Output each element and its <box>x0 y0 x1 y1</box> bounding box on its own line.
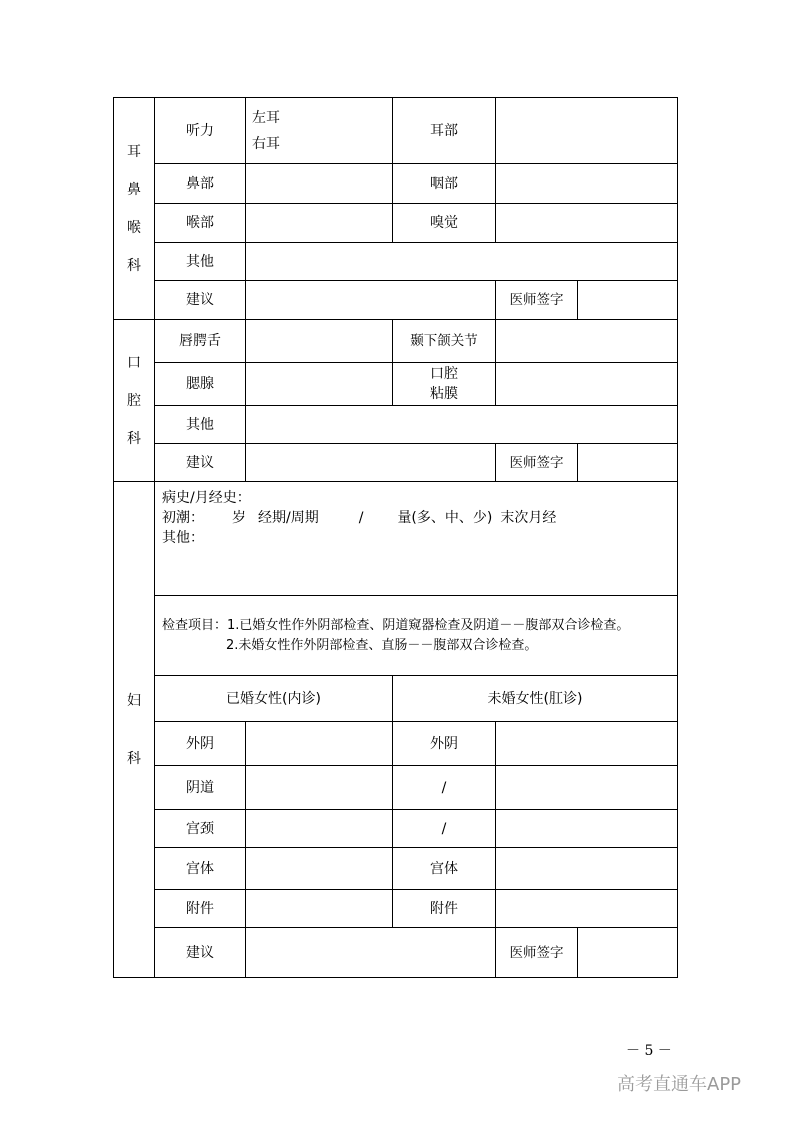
unmarried-vagina-cell[interactable] <box>496 766 678 810</box>
exam-items-cell <box>155 596 678 676</box>
unmarried-adnexa-cell[interactable] <box>496 890 678 928</box>
unmarried-uterus-label: 宫体 <box>393 848 496 890</box>
smell-label: 嗅觉 <box>393 204 496 243</box>
throat-label: 喉部 <box>155 204 246 243</box>
mucosa-label: 口腔 粘膜 <box>393 363 496 406</box>
unmarried-header: 未婚女性(肛诊) <box>393 676 678 722</box>
ent-other-label: 其他 <box>155 243 246 281</box>
hearing-ears-cell[interactable] <box>246 98 393 164</box>
oral-doctor-sign-cell[interactable] <box>578 444 678 482</box>
unmarried-adnexa-label: 附件 <box>393 890 496 928</box>
gland-label: 腮腺 <box>155 363 246 406</box>
smell-value-cell[interactable] <box>496 204 678 243</box>
married-cervix-cell[interactable] <box>246 810 393 848</box>
ear-value-cell[interactable] <box>496 98 678 164</box>
gyn-doctor-sign-label: 医师签字 <box>496 928 578 978</box>
tmj-label: 颞下颌关节 <box>393 320 496 363</box>
gyn-history-cell[interactable] <box>155 482 678 596</box>
tmj-value-cell[interactable] <box>496 320 678 363</box>
married-vagina-cell[interactable] <box>246 766 393 810</box>
hearing-label: 听力 <box>155 98 246 164</box>
right-ear-label: 右耳 <box>252 135 280 152</box>
left-ear-label: 左耳 <box>252 109 280 126</box>
exam-item-1: 1.已婚女性作外阴部检查、阴道窥器检查及阴道－－腹部双合诊检查。 <box>227 617 630 633</box>
ent-section-label: 耳 鼻 喉 科 <box>114 98 155 320</box>
watermark: 高考直通车APP <box>617 1074 742 1095</box>
unmarried-vulva-label: 外阴 <box>393 722 496 766</box>
history-title: 病史/月经史： <box>162 490 251 506</box>
throat-value-cell[interactable] <box>246 204 393 243</box>
mucosa-value-cell[interactable] <box>496 363 678 406</box>
other-history: 其他： <box>162 530 204 546</box>
married-header: 已婚女性(内诊) <box>155 676 393 722</box>
married-vulva-label: 外阴 <box>155 722 246 766</box>
ent-other-value-cell[interactable] <box>246 243 678 281</box>
oral-other-value-cell[interactable] <box>246 406 678 444</box>
married-vulva-cell[interactable] <box>246 722 393 766</box>
ent-doctor-sign-label: 医师签字 <box>496 281 578 320</box>
gyn-doctor-sign-cell[interactable] <box>578 928 678 978</box>
gyn-section-label: 妇 科 <box>114 482 155 978</box>
ear-label: 耳部 <box>393 98 496 164</box>
lips-label: 唇腭舌 <box>155 320 246 363</box>
gyn-advice-value-cell[interactable] <box>246 928 496 978</box>
ent-advice-value-cell[interactable] <box>246 281 496 320</box>
unmarried-cervix-cell[interactable] <box>496 810 678 848</box>
oral-advice-value-cell[interactable] <box>246 444 496 482</box>
married-adnexa-cell[interactable] <box>246 890 393 928</box>
married-adnexa-label: 附件 <box>155 890 246 928</box>
unmarried-vulva-cell[interactable] <box>496 722 678 766</box>
gyn-advice-label: 建议 <box>155 928 246 978</box>
lips-value-cell[interactable] <box>246 320 393 363</box>
oral-advice-label: 建议 <box>155 444 246 482</box>
married-uterus-label: 宫体 <box>155 848 246 890</box>
pharynx-label: 咽部 <box>393 164 496 204</box>
oral-section-label: 口 腔 科 <box>114 320 155 482</box>
oral-doctor-sign-label: 医师签字 <box>496 444 578 482</box>
unmarried-uterus-cell[interactable] <box>496 848 678 890</box>
married-cervix-label: 宫颈 <box>155 810 246 848</box>
gland-value-cell[interactable] <box>246 363 393 406</box>
married-uterus-cell[interactable] <box>246 848 393 890</box>
nose-value-cell[interactable] <box>246 164 393 204</box>
unmarried-cervix-na: / <box>393 810 496 848</box>
oral-other-label: 其他 <box>155 406 246 444</box>
exam-item-2: 2.未婚女性作外阴部检查、直肠－－腹部双合诊检查。 <box>226 637 538 653</box>
exam-label: 检查项目： <box>162 617 228 633</box>
unmarried-vagina-na: / <box>393 766 496 810</box>
nose-label: 鼻部 <box>155 164 246 204</box>
ent-advice-label: 建议 <box>155 281 246 320</box>
medical-exam-form <box>113 97 678 978</box>
pharynx-value-cell[interactable] <box>496 164 678 204</box>
page-number: － 5 － <box>626 1043 672 1059</box>
married-vagina-label: 阴道 <box>155 766 246 810</box>
ent-doctor-sign-cell[interactable] <box>578 281 678 320</box>
menarche-line: 初潮： 岁 经期/周期 / 量(多、中、少) 末次月经 <box>162 510 557 526</box>
